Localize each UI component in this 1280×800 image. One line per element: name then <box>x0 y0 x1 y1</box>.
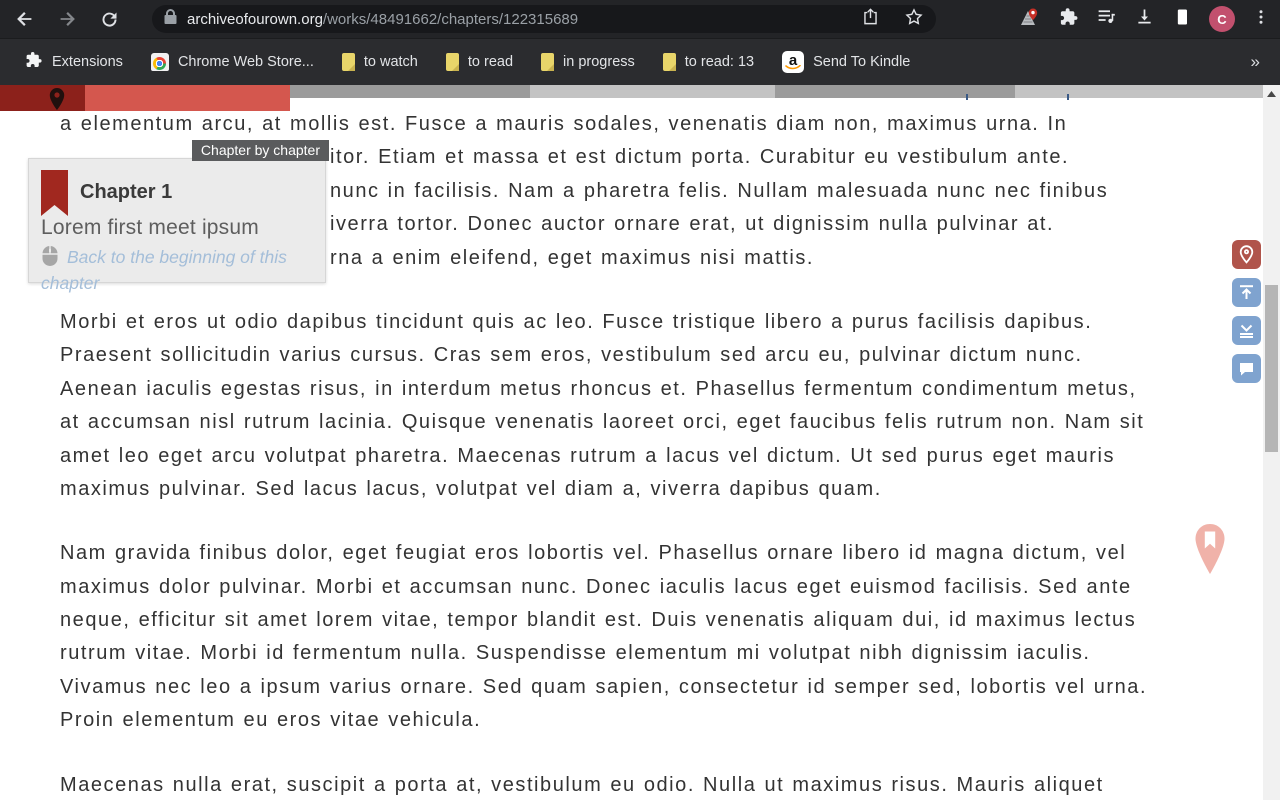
reload-icon[interactable] <box>92 4 126 34</box>
speech-bubble-icon <box>1238 361 1255 377</box>
bookmark-label: Chrome Web Store... <box>177 54 314 70</box>
mouse-icon <box>41 245 59 272</box>
text-line: amet leo eget arcu volutpat pharetra. Maecenas rutrum a lacus vel dictum. Ut sed purus eget mauris <box>60 444 1115 467</box>
paragraph <box>60 306 1147 506</box>
text-line: Maecenas nulla erat, suscipit a porta at, vestibulum eu odio. Nulla ut maximus risus. Mauris aliquet <box>60 773 1104 796</box>
scroll-to-bottom-button[interactable] <box>1232 316 1261 345</box>
scrollbar-thumb[interactable] <box>1265 285 1278 452</box>
comments-button[interactable] <box>1232 354 1261 383</box>
folder-icon <box>446 53 459 71</box>
share-icon[interactable] <box>861 7 880 31</box>
paragraph <box>60 769 1147 800</box>
text-line: maximus dolor pulvinar. Morbi et accumsan nunc. Donec iaculis lacus eget euismod facilisis. Sed ante <box>60 575 1132 598</box>
text-line: Proin elementum eu eros vitae vehicula. <box>60 709 482 732</box>
arrow-to-top-icon <box>1238 284 1255 301</box>
text-line: nunc in facilisis. Nam a pharetra felis. Nullam malesuada nunc nec finibus <box>330 179 1109 202</box>
url-path: /works/48491662/chapters/122315689 <box>322 10 579 28</box>
bookmark-label: Extensions <box>52 54 123 70</box>
text-line: itor. Etiam et massa et est dictum porta. Curabitur eu vestibulum ante. <box>330 146 1070 169</box>
puzzle-icon <box>24 50 43 74</box>
folder-icon <box>663 53 676 71</box>
text-line: Nam gravida finibus dolor, eget feugiat eros lobortis vel. Phasellus ornare libero id magna dictum, vel <box>60 542 1127 565</box>
chrome-webstore-icon <box>151 53 169 71</box>
forward-icon[interactable] <box>50 4 84 34</box>
menu-dots-icon[interactable] <box>1252 8 1270 31</box>
bookmark-folder-in-progress[interactable] <box>531 49 645 75</box>
arrow-to-bottom-icon <box>1238 322 1255 339</box>
text-line: Praesent sollicitudin varius cursus. Cras sem eros, vestibulum sed arcu eu, pulvinar dictum nunc. <box>60 344 1083 367</box>
page-content <box>0 85 1280 800</box>
tooltip-work-title: Lorem first meet ipsum <box>41 216 259 239</box>
device-icon[interactable] <box>1172 7 1192 32</box>
text-line: iverra tortor. Donec auctor ornare erat, ut dignissim nulla pulvinar at. <box>330 213 1055 236</box>
scroll-to-top-button[interactable] <box>1232 278 1261 307</box>
scrollbar-up-arrow[interactable] <box>1263 85 1280 102</box>
paragraph <box>60 537 1147 737</box>
ao3-extension-icon[interactable] <box>1019 6 1041 33</box>
text-line: a elementum arcu, at mollis est. Fusce a mauris sodales, venenatis diam non, maximus urna. In <box>60 113 1068 135</box>
bookmark-folder-to-read-13[interactable] <box>653 49 764 75</box>
bookmarks-bar <box>0 38 1280 85</box>
extensions-puzzle-icon[interactable] <box>1058 6 1079 32</box>
map-pin-icon <box>1239 245 1254 264</box>
vertical-scrollbar[interactable] <box>1263 85 1280 800</box>
bookmarks-overflow-chevron[interactable]: » <box>1250 52 1260 71</box>
text-line: maximus pulvinar. Sed lacus lacus, volutpat vel diam a, viverra dapibus quam. <box>60 477 882 500</box>
bookmark-label: in progress <box>563 54 635 70</box>
download-icon[interactable] <box>1134 6 1155 32</box>
back-link-text: Back to the beginning of this chapter <box>41 247 287 293</box>
text-line: Aenean iaculis egestas risus, in interdum metus rhoncus et. Phasellus fermentum condimentum metus, <box>60 377 1137 400</box>
bookmark-label: to watch <box>363 54 418 70</box>
progress-tooltip <box>28 142 326 293</box>
address-bar[interactable] <box>152 5 936 33</box>
text-line: Morbi et eros ut odio dapibus tincidunt quis ac leo. Fusce tristique libero a purus facilisis dapibus. <box>60 310 1093 333</box>
text-line: at accumsan nisl rutrum lacinia. Quisque venenatis laoreet orci, eget faucibus felis rutrum non. Nam sit <box>60 411 1145 434</box>
page-position-pin-icon <box>1193 522 1227 578</box>
back-to-chapter-start-link[interactable] <box>41 245 313 294</box>
text-line: Vivamus nec leo a ipsum varius ornare. Sed quam sapien, consectetur id semper sed, lobortis vel urna. <box>60 675 1148 698</box>
text-line: neque, efficitur sit amet lorem vitae, tempor blandit est. Duis venenatis aliquam dui, id maximus lectus <box>60 609 1137 632</box>
playlist-icon[interactable] <box>1096 6 1117 32</box>
browser-toolbar <box>0 0 1280 38</box>
profile-avatar[interactable]: C <box>1209 6 1235 32</box>
extension-area <box>1019 0 1270 38</box>
bookmark-folder-to-read[interactable] <box>436 49 523 75</box>
side-button-stack <box>1232 240 1261 383</box>
tooltip-mode-badge: Chapter by chapter <box>192 140 329 161</box>
tooltip-chapter-title: Chapter 1 <box>80 181 173 203</box>
back-icon[interactable] <box>8 4 42 34</box>
amazon-icon: a <box>782 51 804 73</box>
text-line: rutrum vitae. Morbi id fermentum nulla. Suspendisse elementum mi volutpat nibh dignissim iaculis. <box>60 642 1091 665</box>
bookmark-item-extensions[interactable] <box>14 46 133 78</box>
bookmark-item-webstore[interactable] <box>141 49 324 75</box>
lock-icon <box>164 9 177 30</box>
bookmark-star-icon[interactable] <box>904 7 924 32</box>
reading-position-button[interactable] <box>1232 240 1261 269</box>
page-url <box>187 11 578 28</box>
bookmark-folder-to-watch[interactable] <box>332 49 428 75</box>
url-host: archiveofourown.org <box>187 10 323 28</box>
bookmark-label: to read <box>467 54 514 70</box>
folder-icon <box>342 53 355 71</box>
bookmark-label: to read: 13 <box>684 54 755 70</box>
folder-icon <box>541 53 554 71</box>
bookmark-item-send-to-kindle[interactable] <box>772 47 920 77</box>
text-line: rna a enim eleifend, eget maximus nisi mattis. <box>330 246 815 269</box>
bookmark-label: Send To Kindle <box>813 54 911 70</box>
